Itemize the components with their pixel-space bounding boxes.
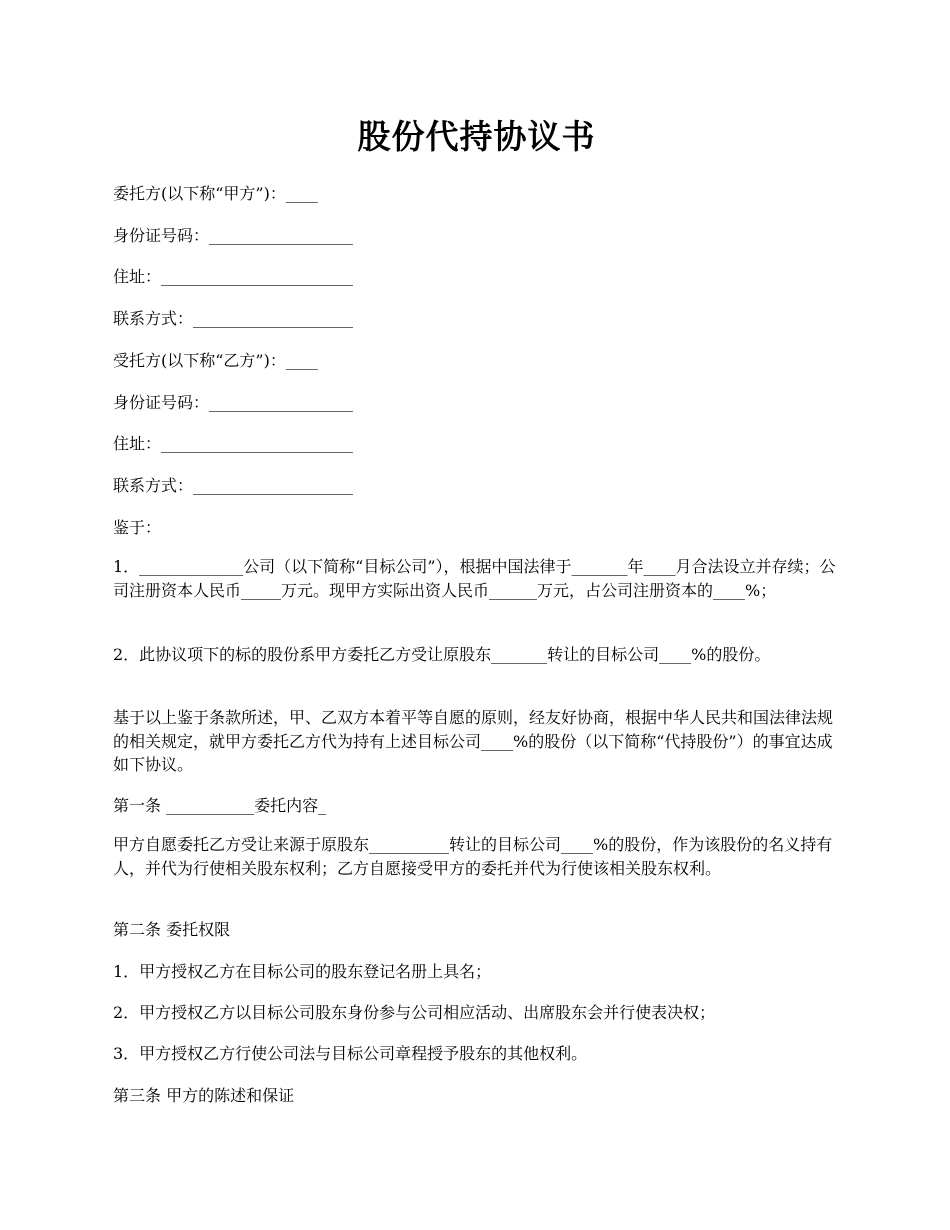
article-1-heading: 第一条 ___________委托内容_: [113, 796, 327, 815]
party-b-address-line: 住址：________________________: [113, 434, 354, 453]
whereas-clause-2: 2．此协议项下的标的股份系甲方委托乙方受让原股东_______转让的目标公司____%的股份。: [113, 645, 771, 664]
whereas-clause-1: 1．_____________公司（以下简称“目标公司”），根据中国法律于_______年____月合法设立并存续；公司注册资本人民币_____万元。现甲方实际出资人民币______万元，占公司注册资本的____%；: [113, 557, 836, 600]
party-a-contact-line: 联系方式：____________________: [113, 309, 354, 328]
document-title: 股份代持协议书: [357, 117, 596, 156]
whereas-heading: 鉴于：: [113, 518, 162, 537]
party-b-contact-line: 联系方式：____________________: [113, 476, 354, 495]
party-b-name-line: 受托方(以下称“乙方”)：____: [113, 351, 318, 370]
article-1-body: 甲方自愿委托乙方受让来源于原股东__________转让的目标公司____%的股份，作为该股份的名义持有人，并代为行使相关股东权利；乙方自愿接受甲方的委托并代为行使该相关股东权利。: [113, 835, 833, 878]
article-2-item-3: 3．甲方授权乙方行使公司法与目标公司章程授予股东的其他权利。: [113, 1044, 588, 1063]
party-b-id-line: 身份证号码：__________________: [113, 393, 354, 412]
article-3-heading: 第三条 甲方的陈述和保证: [113, 1086, 295, 1105]
party-a-address-line: 住址：________________________: [113, 267, 354, 286]
article-2-heading: 第二条 委托权限: [113, 920, 231, 939]
article-2-item-2: 2．甲方授权乙方以目标公司股东身份参与公司相应活动、出席股东会并行使表决权；: [113, 1003, 716, 1022]
party-a-name-line: 委托方(以下称“甲方”)：____: [113, 184, 318, 203]
preamble-paragraph: 基于以上鉴于条款所述，甲、乙双方本着平等自愿的原则，经友好协商，根据中华人民共和国法律法规的相关规定，就甲方委托乙方代为持有上述目标公司____%的股份（以下简称“代持股份”）的事宜达成如下协议。: [113, 708, 834, 774]
party-a-id-line: 身份证号码：__________________: [113, 226, 354, 245]
article-2-item-1: 1．甲方授权乙方在目标公司的股东登记名册上具名；: [113, 962, 492, 981]
